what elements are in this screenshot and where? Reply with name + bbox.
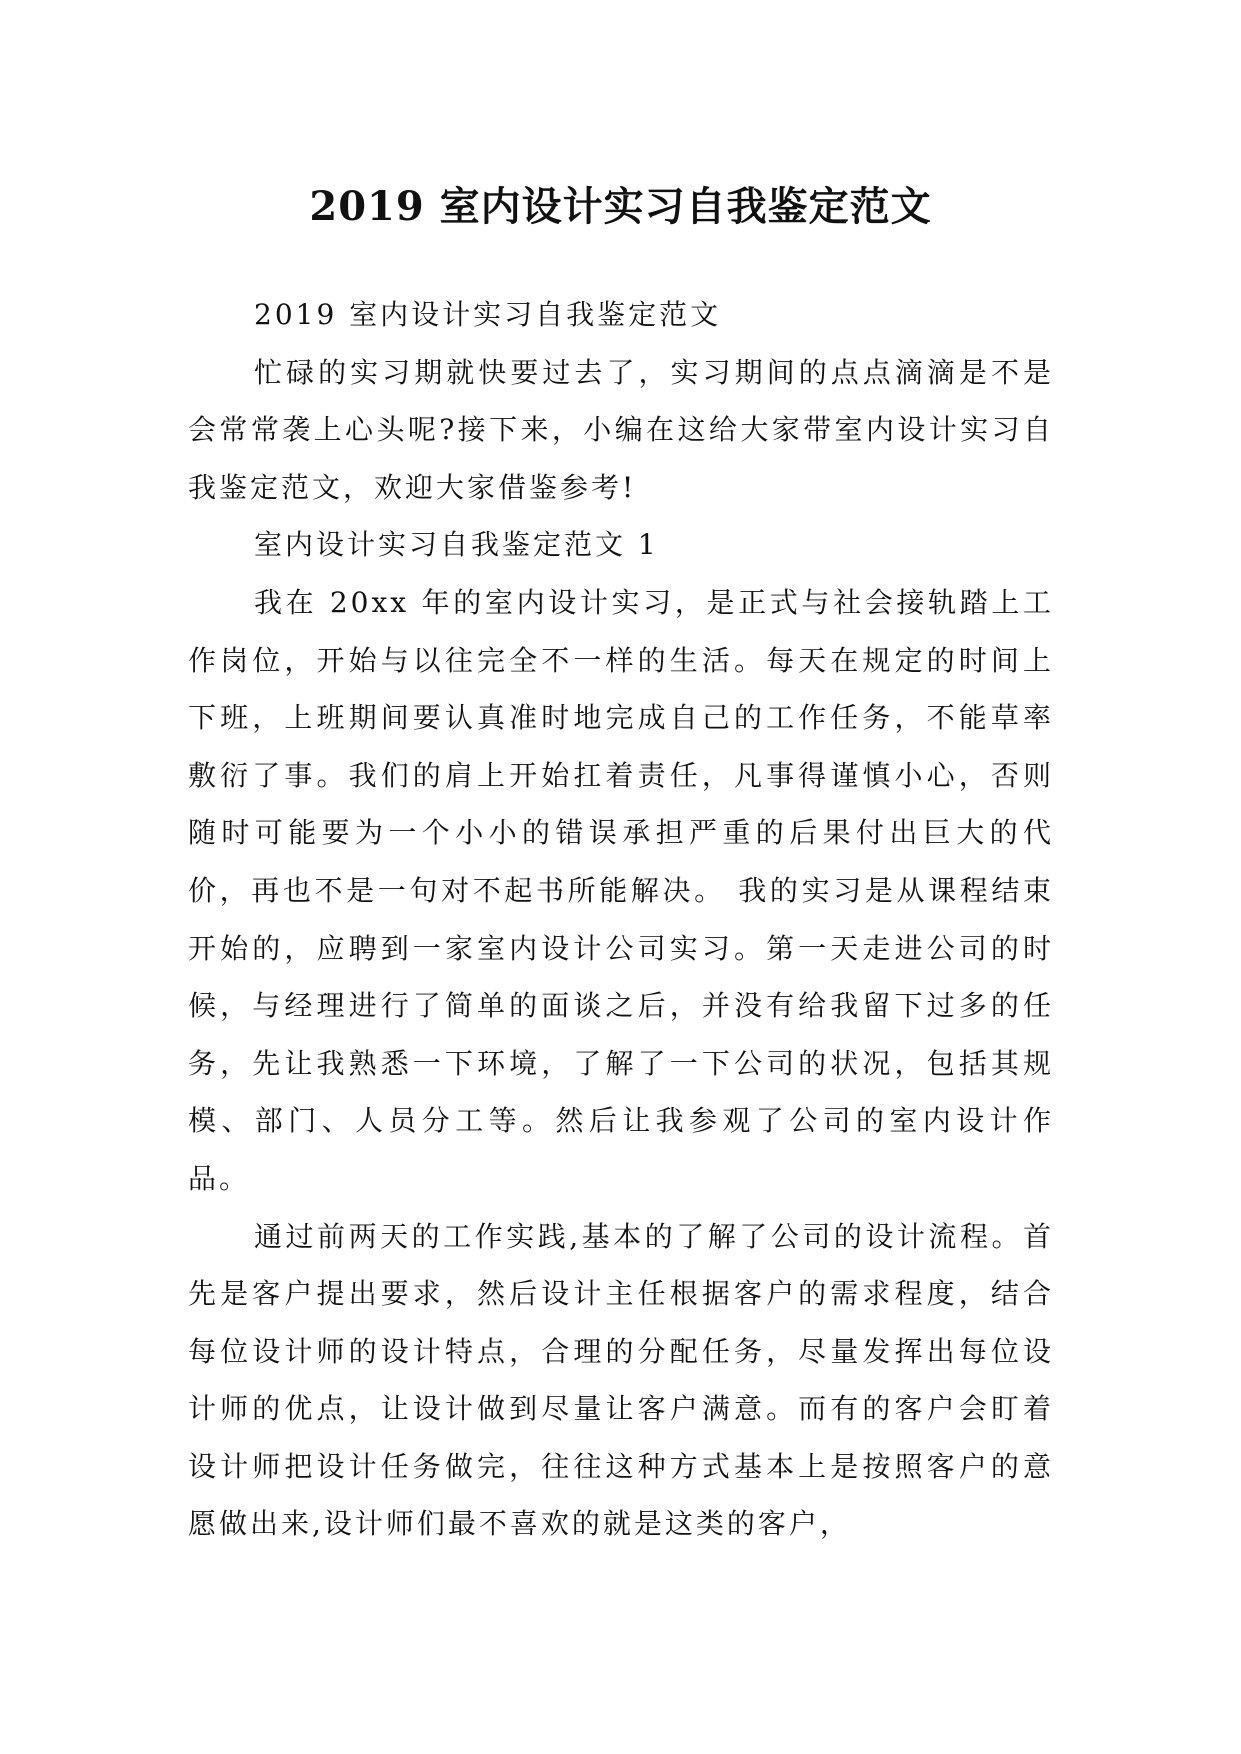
paragraph-body-1: 我在 20xx 年的室内设计实习，是正式与社会接轨踏上工作岗位，开始与以往完全不一样的生活。每天在规定的时间上下班，上班期间要认真准时地完成自己的工作任务，不能草率敷衍了事。我们的肩上开始扛着责任，凡事得谨慎小心，否则随时可能要为一个小小的错误承担严重的后果付出巨大的代价，再也不是一句对不起书所能解决。 我的实习是从课程结束开始的，应聘到一家室内设计公司实习。第一天走进公司的时候，与经理进行了简单的面谈之后，并没有给我留下过多的任务，先让我熟悉一下环境，了解了一下公司的状况，包括其规模、部门、人员分工等。然后让我参观了公司的室内设计作品。 [188,585,1054,1195]
document-title: 2019 室内设计实习自我鉴定范文 [309,182,932,230]
paragraph-section-heading: 室内设计实习自我鉴定范文 1 [254,528,659,562]
paragraph-body-2: 通过前两天的工作实践,基本的了解了公司的设计流程。首先是客户提出要求，然后设计主任根据客户的需求程度，结合每位设计师的设计特点，合理的分配任务，尽量发挥出每位设计师的优点，让设计做到尽量让客户满意。而有的客户会盯着设计师把设计任务做完，往往这种方式基本上是按照客户的意愿做出来,设计师们最不喜欢的就是这类的客户， [188,1219,1054,1541]
paragraph-intro: 忙碌的实习期就快要过去了，实习期间的点点滴滴是不是会常常袭上心头呢?接下来，小编在这给大家带室内设计实习自我鉴定范文，欢迎大家借鉴参考! [188,355,1054,504]
paragraph-subtitle: 2019 室内设计实习自我鉴定范文 [254,298,722,331]
document-body [188,286,1054,1553]
